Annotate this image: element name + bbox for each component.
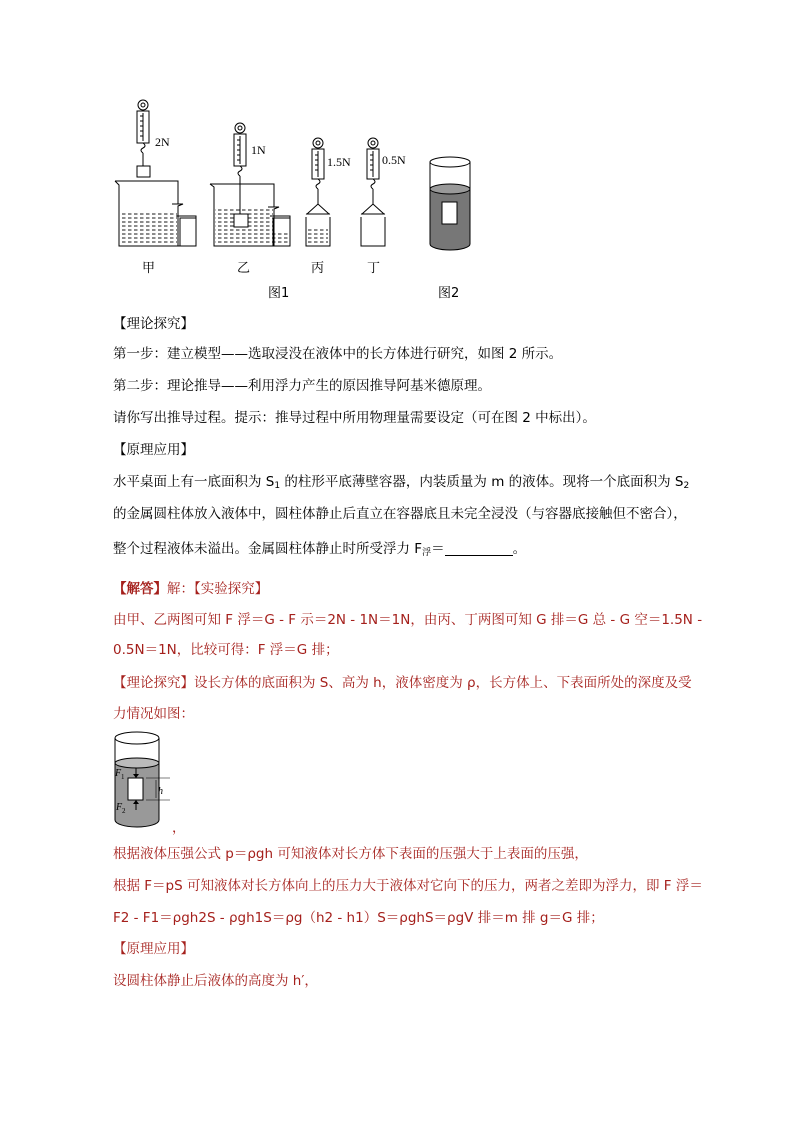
- answer-theory-line2: 力情况如图：: [113, 706, 194, 722]
- reading-2: 1N: [251, 143, 266, 157]
- reading-4: 0.5N: [382, 153, 406, 167]
- reading-3: 1.5N: [327, 155, 351, 169]
- theory-heading: 【理论探究】: [113, 316, 194, 332]
- application-line3: 整个过程液体未溢出。金属圆柱体静止时所受浮力 $F_浮=$ 。: [113, 541, 527, 558]
- answer-blank: [445, 541, 513, 556]
- svg-text:F: F: [115, 768, 122, 779]
- beaker-yi: [210, 184, 290, 246]
- svg-text:F: F: [116, 802, 123, 813]
- reading-1: 2N: [155, 135, 170, 149]
- figure1-label: 图1: [268, 286, 290, 301]
- answer-line1: 由甲、乙两图可知 F 浮＝G - F 示＝2N - 1N＝1N，由丙、丁两图可知 G 排＝G 总 - G 空＝1.5N -: [113, 612, 703, 628]
- figure2-label: 图2: [438, 286, 460, 301]
- caption-jia: 甲: [142, 261, 156, 276]
- spring-scale-1: [137, 100, 150, 177]
- svg-text:2: 2: [122, 807, 126, 815]
- theory-step1: 第一步：建立模型——选取浸没在液体中的长方体进行研究，如图 2 所示。: [113, 346, 563, 362]
- application-line1: 水平桌面上有一底面积为 $S_1$ 的柱形平底薄壁容器，内装质量为 m 的液体。现将一个底面积为 $S_2$: [113, 474, 690, 491]
- beaker-jia: [115, 181, 196, 246]
- answer-app-heading: 【原理应用】: [113, 941, 194, 957]
- cup-bing: [306, 217, 330, 246]
- caption-yi: 乙: [237, 261, 251, 276]
- after-figure-comma: ，: [172, 820, 186, 836]
- application-heading: 【原理应用】: [113, 442, 194, 458]
- theory-step2: 第二步：理论推导——利用浮力产生的原因推导阿基米德原理。: [113, 378, 491, 394]
- cylinder-figure2: [430, 157, 470, 250]
- application-line2: 的金属圆柱体放入液体中，圆柱体静止后直立在容器底且未完全浸没（与容器底接触但不密合），: [113, 506, 687, 522]
- caption-ding: 丁: [367, 261, 381, 276]
- answer-heading: 【解答】解：【实验探究】: [113, 581, 269, 597]
- svg-text:1: 1: [121, 773, 125, 781]
- svg-text:h: h: [158, 786, 163, 797]
- cup-ding: [361, 217, 385, 246]
- answer-theory-line1: 【理论探究】设长方体的底面积为 S、高为 h，液体密度为 ρ，长方体上、下表面所处的深度及受: [113, 675, 692, 691]
- spring-scale-4: [361, 138, 385, 214]
- pressure-diagram: [112, 728, 172, 832]
- answer-p3: F2 - F1＝ρgh2S - ρgh1S＝ρg（h2 - h1）S＝ρghS＝ρgV 排＝m 排 g＝G 排；: [113, 910, 604, 926]
- answer-app-line1: 设圆柱体静止后液体的高度为 h′，: [113, 973, 318, 989]
- spring-scale-2: [234, 123, 246, 214]
- spring-scale-3: [306, 138, 330, 214]
- answer-p2: 根据 F＝pS 可知液体对长方体向上的压力大于液体对它向下的压力，两者之差即为浮力，即 F 浮＝: [113, 878, 703, 894]
- answer-line2: 0.5N＝1N，比较可得：F 浮＝G 排；: [113, 642, 339, 658]
- caption-bing: 丙: [311, 261, 325, 276]
- experiment-figure: [110, 96, 490, 311]
- theory-prompt: 请你写出推导过程。提示：推导过程中所用物理量需要设定（可在图 2 中标出）。: [113, 410, 596, 426]
- answer-p1: 根据液体压强公式 p＝ρgh 可知液体对长方体下表面的压强大于上表面的压强，: [113, 846, 588, 862]
